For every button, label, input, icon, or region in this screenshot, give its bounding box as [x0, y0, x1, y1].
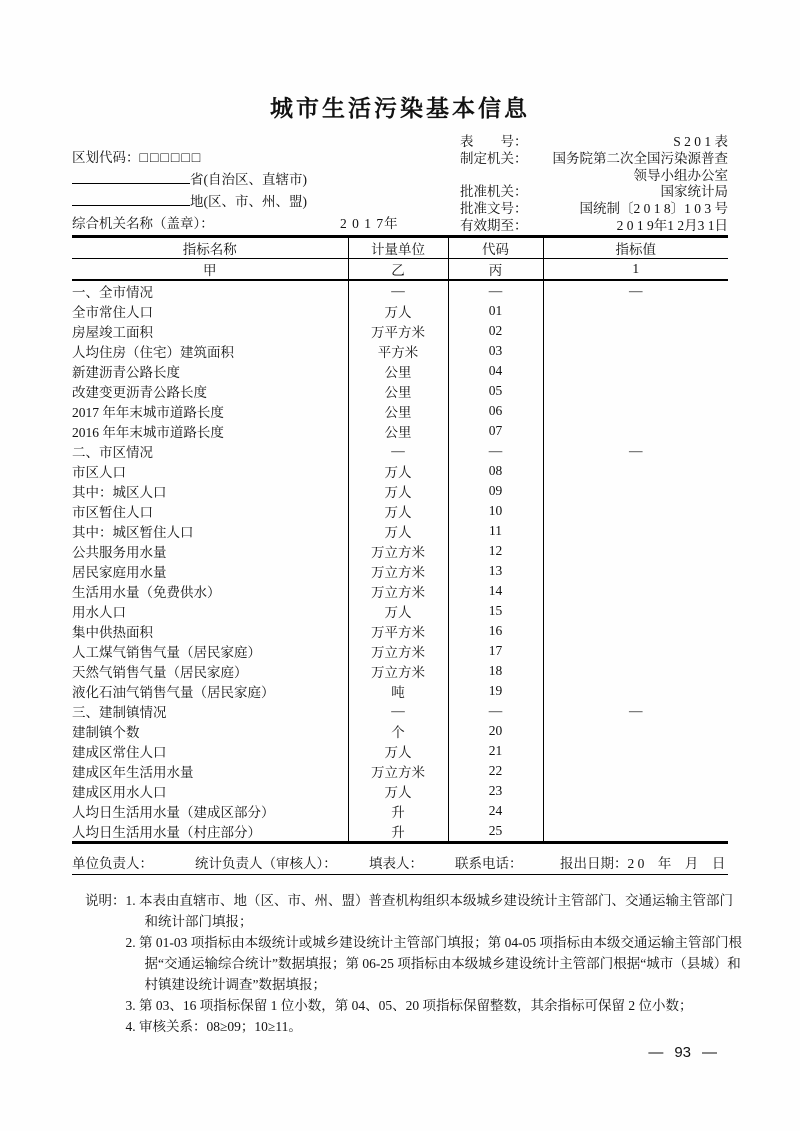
signature-item: 填表人： [369, 856, 423, 871]
unit-cell: 公里 [348, 381, 448, 401]
page-number-left-dash: — [648, 1044, 664, 1061]
subheader-jia: 甲 [72, 259, 348, 281]
header-meta-row [460, 134, 728, 151]
unit-cell: 万立方米 [348, 761, 448, 781]
indicator-name-cell: 建成区用水人口 [72, 785, 167, 800]
column-header-code: 代码 [448, 237, 543, 259]
unit-cell: 万平方米 [348, 321, 448, 341]
unit-cell: 万平方米 [348, 621, 448, 641]
header-meta-label [460, 168, 532, 185]
subheader-yi: 乙 [348, 259, 448, 281]
header-meta-row [460, 168, 728, 185]
header-meta-label: 制定机关： [460, 150, 528, 166]
table-row [72, 801, 728, 821]
table-row [72, 421, 728, 441]
code-cell: — [448, 701, 543, 721]
header-meta-label: 有效期至： [460, 217, 528, 233]
prefecture-line [72, 191, 307, 213]
value-cell [543, 521, 728, 541]
code-cell: 23 [448, 781, 543, 801]
table-row [72, 521, 728, 541]
code-cell: — [448, 441, 543, 461]
code-cell: 17 [448, 641, 543, 661]
code-cell: 16 [448, 621, 543, 641]
signature-item: 统计负责人（审核人）： [195, 856, 337, 871]
table-row [72, 781, 728, 801]
subheader-one: 1 [543, 259, 728, 281]
table-row [72, 501, 728, 521]
header-meta-label: 批准文号： [460, 201, 528, 217]
code-cell: 22 [448, 761, 543, 781]
code-cell: 20 [448, 721, 543, 741]
code-cell: 09 [448, 481, 543, 501]
indicator-name-cell: 市区人口 [72, 465, 126, 480]
header-meta-label: 批准机关： [460, 184, 528, 200]
header-meta-value: 领导小组办公室 [633, 167, 728, 183]
unit-cell: — [348, 701, 448, 721]
unit-cell: 万人 [348, 461, 448, 481]
header-meta-row [460, 201, 728, 218]
value-cell [543, 401, 728, 421]
header-meta-row [460, 184, 728, 201]
unit-cell: 万人 [348, 521, 448, 541]
page-number-right-dash: — [702, 1044, 717, 1061]
indicator-name-cell: 建成区常住人口 [72, 745, 167, 760]
header-meta-value: 国统制〔2 0 1 8〕1 0 3 号 [579, 201, 728, 217]
table-row [72, 341, 728, 361]
table-header-row [72, 237, 728, 259]
region-code-label: 区划代码： [72, 150, 140, 165]
indicator-name-cell: 人均日生活用水量（建成区部分） [72, 805, 275, 820]
unit-cell: — [348, 441, 448, 461]
code-cell: 07 [448, 421, 543, 441]
province-label: 省(自治区、直辖市) [190, 172, 307, 187]
code-cell: 24 [448, 801, 543, 821]
indicator-name-cell: 一、全市情况 [72, 285, 153, 300]
indicator-name-cell: 居民家庭用水量 [72, 565, 167, 580]
code-cell: — [448, 280, 543, 301]
code-cell: 08 [448, 461, 543, 481]
unit-cell: 万人 [348, 501, 448, 521]
table-row [72, 641, 728, 661]
code-cell: 19 [448, 681, 543, 701]
note-item: 4. 审核关系：08≥09；10≥11。 [125, 1019, 302, 1034]
subheader-bing: 丙 [448, 259, 543, 281]
value-cell [543, 681, 728, 701]
report-year: 2 0 1 7年 [340, 216, 399, 231]
table-subheader-row [72, 259, 728, 281]
unit-cell: 升 [348, 821, 448, 843]
note-item: 2. 第 01-03 项指标由本级统计或城乡建设统计主管部门填报；第 04-05 项指标由本级交通运输主管部门根据“交通运输综合统计”数据填报；第 06-25 项指标由本级城乡建设统计主管部门根据“城市（县城）和村镇建设统计调查”数据填报； [125, 935, 742, 992]
province-blank-field [72, 171, 190, 184]
indicator-name-cell: 人工煤气销售气量（居民家庭） [72, 645, 261, 660]
value-cell [543, 741, 728, 761]
unit-cell: 吨 [348, 681, 448, 701]
table-row [72, 401, 728, 421]
signature-item: 联系电话： [455, 856, 523, 871]
unit-cell: 万人 [348, 481, 448, 501]
table-row [72, 561, 728, 581]
value-cell [543, 821, 728, 843]
value-cell [543, 761, 728, 781]
header-meta-row [460, 151, 728, 168]
table-row [72, 301, 728, 321]
code-cell: 15 [448, 601, 543, 621]
code-cell: 02 [448, 321, 543, 341]
code-cell: 01 [448, 301, 543, 321]
indicator-table-body [72, 280, 728, 843]
header-meta-value: 2 0 1 9年1 2月3 1日 [616, 217, 728, 233]
unit-cell: 公里 [348, 421, 448, 441]
table-row [72, 741, 728, 761]
unit-cell: — [348, 280, 448, 301]
table-row [72, 321, 728, 341]
code-cell: 10 [448, 501, 543, 521]
value-cell [543, 481, 728, 501]
region-code-line [72, 147, 307, 169]
indicator-table [72, 235, 728, 844]
unit-cell: 公里 [348, 401, 448, 421]
column-header-indicator-name: 指标名称 [72, 237, 348, 259]
page-number-value: 93 [674, 1044, 691, 1061]
code-cell: 12 [448, 541, 543, 561]
table-row [72, 721, 728, 741]
indicator-name-cell: 2017 年年末城市道路长度 [72, 405, 224, 420]
indicator-name-cell: 全市常住人口 [72, 305, 153, 320]
value-cell [543, 641, 728, 661]
table-row [72, 541, 728, 561]
table-row [72, 280, 728, 301]
notes-items [126, 890, 743, 1037]
unit-cell: 万立方米 [348, 661, 448, 681]
indicator-name-cell: 液化石油气销售气量（居民家庭） [72, 685, 275, 700]
value-cell [543, 561, 728, 581]
indicator-name-cell: 用水人口 [72, 605, 126, 620]
unit-cell: 万人 [348, 301, 448, 321]
value-cell [543, 781, 728, 801]
column-header-value: 指标值 [543, 237, 728, 259]
table-row [72, 581, 728, 601]
indicator-name-cell: 生活用水量（免费供水） [72, 585, 221, 600]
indicator-name-cell: 其中：城区暂住人口 [72, 525, 194, 540]
code-cell: 14 [448, 581, 543, 601]
signature-item: 单位负责人： [72, 856, 153, 871]
code-cell: 04 [448, 361, 543, 381]
note-item: 1. 本表由直辖市、地（区、市、州、盟）普查机构组织本级城乡建设统计主管部门、交通运输主管部门和统计部门填报； [125, 893, 733, 929]
signature-row [72, 844, 728, 875]
agency-label: 综合机关名称（盖章）： [72, 216, 214, 231]
value-cell [543, 621, 728, 641]
unit-cell: 万立方米 [348, 581, 448, 601]
unit-cell: 公里 [348, 361, 448, 381]
value-cell [543, 501, 728, 521]
value-cell [543, 381, 728, 401]
unit-cell: 万立方米 [348, 561, 448, 581]
signature-item: 报出日期：2 0 年 月 日 [560, 856, 726, 871]
value-cell [543, 361, 728, 381]
unit-cell: 个 [348, 721, 448, 741]
table-row [72, 441, 728, 461]
region-code-boxes: □□□□□□ [139, 151, 203, 166]
code-cell: 18 [448, 661, 543, 681]
unit-cell: 万人 [348, 601, 448, 621]
table-row [72, 701, 728, 721]
value-cell [543, 461, 728, 481]
indicator-name-cell: 集中供热面积 [72, 625, 153, 640]
form-header-right [460, 134, 728, 235]
indicator-name-cell: 人均日生活用水量（村庄部分） [72, 825, 261, 840]
table-row [72, 361, 728, 381]
table-row [72, 481, 728, 501]
header-meta-row [460, 218, 728, 235]
value-cell [543, 661, 728, 681]
code-cell: 21 [448, 741, 543, 761]
unit-cell: 万人 [348, 741, 448, 761]
column-header-unit: 计量单位 [348, 237, 448, 259]
table-row [72, 661, 728, 681]
indicator-name-cell: 其中：城区人口 [72, 485, 167, 500]
form-header [72, 134, 728, 235]
code-cell: 11 [448, 521, 543, 541]
unit-cell: 平方米 [348, 341, 448, 361]
unit-cell: 万立方米 [348, 641, 448, 661]
value-cell [543, 801, 728, 821]
table-row [72, 461, 728, 481]
table-row [72, 681, 728, 701]
indicator-name-cell: 市区暂住人口 [72, 505, 153, 520]
indicator-name-cell: 新建沥青公路长度 [72, 365, 180, 380]
code-cell: 06 [448, 401, 543, 421]
value-cell [543, 601, 728, 621]
unit-cell: 升 [348, 801, 448, 821]
value-cell [543, 321, 728, 341]
form-header-left [72, 147, 399, 235]
table-row [72, 821, 728, 843]
page-title: 城市生活污染基本信息 [270, 96, 530, 121]
header-meta-value: S 2 0 1 表 [673, 134, 728, 149]
indicator-name-cell: 三、建制镇情况 [72, 705, 167, 720]
page-number [637, 1044, 728, 1061]
table-row [72, 761, 728, 781]
note-item: 3. 第 03、16 项指标保留 1 位小数，第 04、05、20 项指标保留整数，其余指标可保留 2 位小数； [125, 998, 693, 1013]
unit-cell: 万人 [348, 781, 448, 801]
value-cell [543, 301, 728, 321]
notes-label: 说明： [85, 893, 126, 908]
province-line [72, 169, 307, 191]
value-cell: — [543, 441, 728, 461]
unit-cell: 万立方米 [348, 541, 448, 561]
indicator-name-cell: 房屋竣工面积 [72, 325, 153, 340]
indicator-name-cell: 人均住房（住宅）建筑面积 [72, 345, 234, 360]
value-cell [543, 341, 728, 361]
value-cell [543, 541, 728, 561]
code-cell: 13 [448, 561, 543, 581]
table-row [72, 621, 728, 641]
indicator-name-cell: 建制镇个数 [72, 725, 140, 740]
indicator-name-cell: 2016 年年末城市道路长度 [72, 425, 224, 440]
indicator-name-cell: 二、市区情况 [72, 445, 153, 460]
value-cell [543, 581, 728, 601]
header-meta-label: 表 号： [460, 134, 528, 149]
prefecture-blank-field [72, 193, 190, 206]
code-cell: 03 [448, 341, 543, 361]
indicator-name-cell: 天然气销售气量（居民家庭） [72, 665, 248, 680]
header-meta-value: 国务院第二次全国污染源普查 [552, 150, 728, 166]
notes-section [72, 890, 742, 1037]
prefecture-label: 地(区、市、州、盟) [190, 194, 307, 209]
code-cell: 25 [448, 821, 543, 843]
value-cell: — [543, 280, 728, 301]
value-cell [543, 721, 728, 741]
indicator-name-cell: 建成区年生活用水量 [72, 765, 194, 780]
agency-line [72, 213, 399, 235]
table-row [72, 601, 728, 621]
header-meta-value: 国家统计局 [660, 184, 728, 200]
table-row [72, 381, 728, 401]
code-cell: 05 [448, 381, 543, 401]
value-cell [543, 421, 728, 441]
value-cell: — [543, 701, 728, 721]
indicator-name-cell: 改建变更沥青公路长度 [72, 385, 207, 400]
indicator-name-cell: 公共服务用水量 [72, 545, 167, 560]
